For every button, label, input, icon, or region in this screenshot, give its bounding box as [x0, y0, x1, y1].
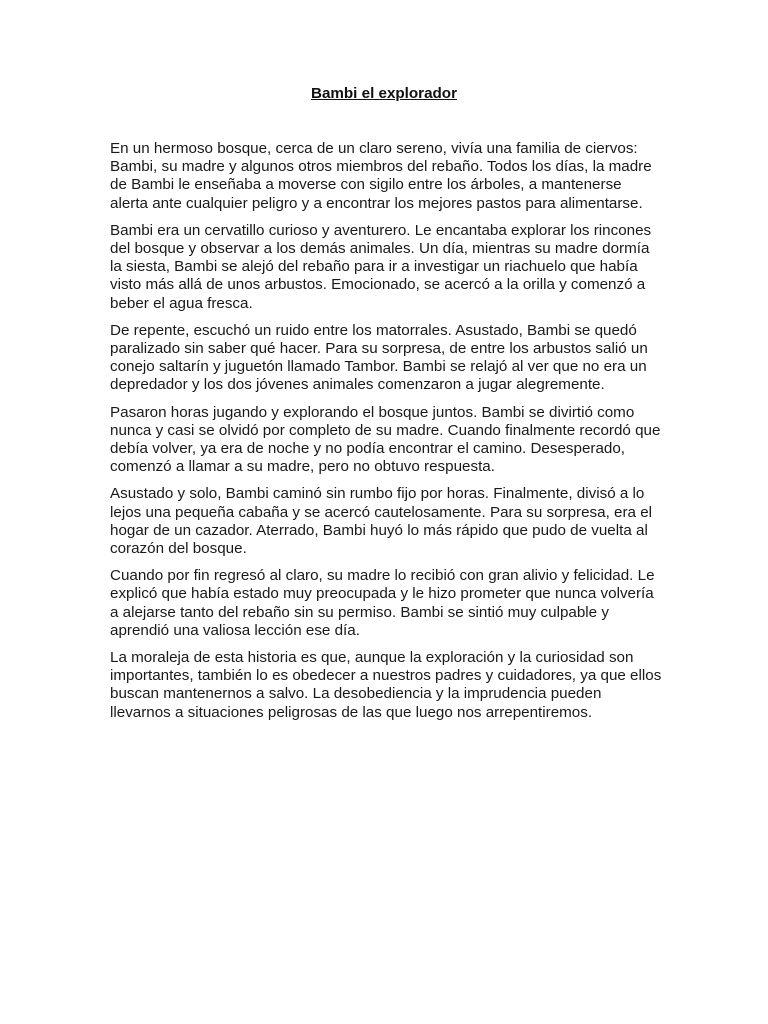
paragraph-3: De repente, escuchó un ruido entre los matorrales. Asustado, Bambi se quedó paralizado sin saber qué hacer. Para su sorpresa, de entre los arbustos salió un conejo saltarín y juguetón llamado Tambor. Bambi se relajó al ver que no era un depredador y los dos jóvenes animales comenzaron a jugar alegremente. [110, 321, 648, 394]
document-body [110, 140, 662, 731]
paragraph-4: Pasaron horas jugando y explorando el bosque juntos. Bambi se divirtió como nunca y casi se olvidó por completo de su madre. Cuando finalmente recordó que debía volver, ya era de noche y no podía encontrar el camino. Desesperado, comenzó a llamar a su madre, pero no obtuvo respuesta. [110, 403, 661, 476]
paragraph-6: Cuando por fin regresó al claro, su madre lo recibió con gran alivio y felicidad. Le explicó que había estado muy preocupada y le hizo prometer que nunca volvería a alejarse tanto del rebaño sin su permiso. Bambi se sintió muy culpable y aprendió una valiosa lección ese día. [110, 567, 655, 639]
paragraph-7: La moraleja de esta historia es que, aunque la exploración y la curiosidad son importantes, también lo es obedecer a nuestros padres y cuidadores, ya que ellos buscan mantenernos a salvo. La desobediencia y la imprudencia pueden llevarnos a situaciones peligrosas de las que luego nos arrepentiremos. [110, 649, 662, 721]
paragraph-5: Asustado y solo, Bambi caminó sin rumbo fijo por horas. Finalmente, divisó a lo lejos una pequeña cabaña y se acercó cautelosamente. Para su sorpresa, era el hogar de un cazador. Aterrado, Bambi huyó lo más rápido que pudo de vuelta al corazón del bosque. [110, 485, 653, 558]
paragraph-1: En un hermoso bosque, cerca de un claro sereno, vivía una familia de ciervos: Bambi, su madre y algunos otros miembros del rebaño. Todos los días, la madre de Bambi le enseñaba a moverse con sigilo entre los árboles, a mantenerse alerta ante cualquier peligro y a encontrar los mejores pastos para alimentarse. [110, 140, 652, 212]
document-title: Bambi el explorador [310, 85, 457, 102]
paragraph-2: Bambi era un cervatillo curioso y aventurero. Le encantaba explorar los rincones del bosque y observar a los demás animales. Un día, mientras su madre dormía la siesta, Bambi se alejó del rebaño para ir a investigar un riachuelo que había visto más allá de unos arbustos. Emocionado, se acercó a la orilla y comenzó a beber el agua fresca. [110, 221, 652, 312]
